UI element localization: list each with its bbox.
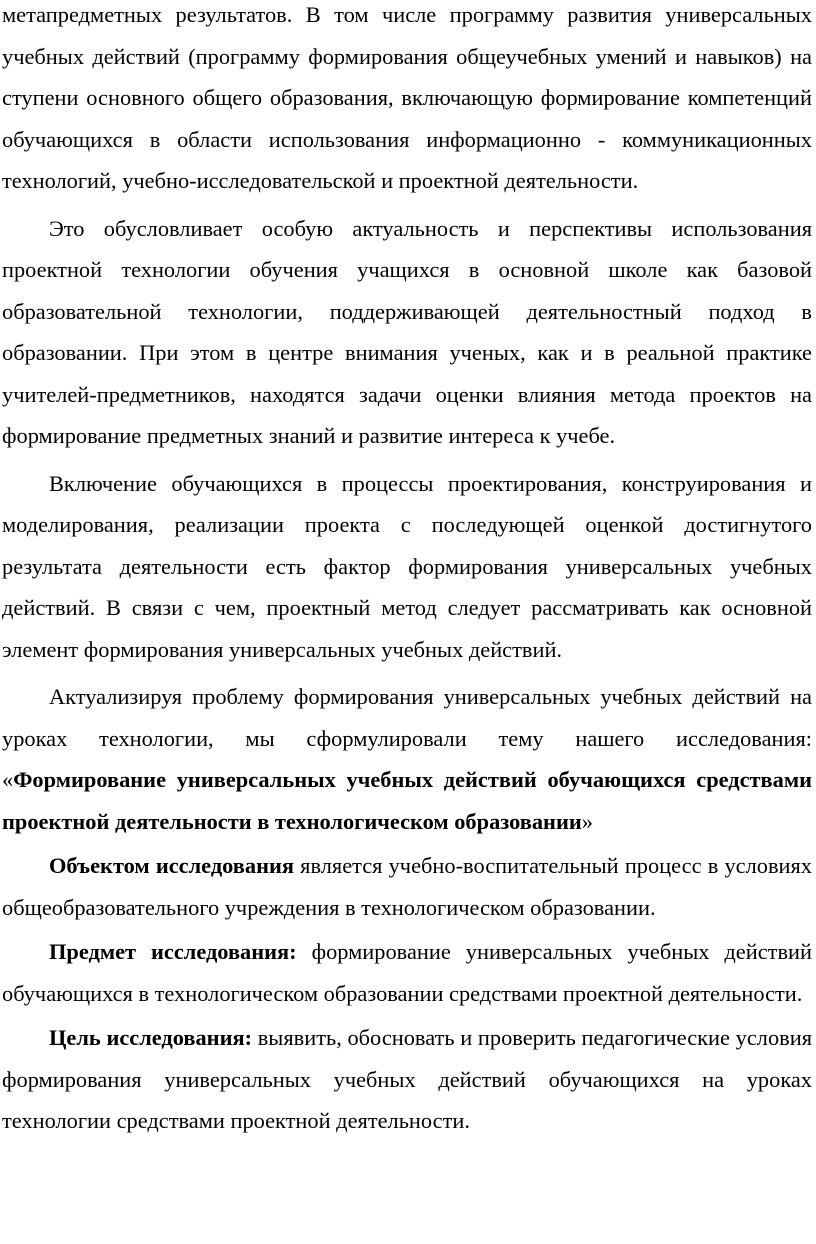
paragraph-research-subject xyxy=(2,931,812,1014)
research-subject-text: формирование универсальных учебных действий обучающихся в технологическом образовании средствами проектной деятельности. xyxy=(2,939,812,1006)
research-topic-title: Формирование универсальных учебных действий обучающихся средствами проектной деятельности в технологическом образовании xyxy=(2,767,812,834)
paragraph-continuation xyxy=(2,0,812,202)
paragraph-research-topic xyxy=(2,676,812,842)
paragraph-research-goal xyxy=(2,1017,812,1142)
research-goal-label: Цель исследования: xyxy=(49,1025,253,1050)
paragraph-inclusion xyxy=(2,463,812,671)
research-object-label: Объектом исследования xyxy=(49,853,294,878)
topic-closing-quote: » xyxy=(581,808,593,834)
paragraph-text: Включение обучающихся в процессы проектирования, конструирования и моделирования, реализации проекта с последующей оценкой достигнутого результата деятельности есть фактор формирования универсальных учебных действий. В связи с чем, проектный метод следует рассматривать как основной элемент формирования универсальных учебных действий. xyxy=(2,470,812,662)
research-goal-text: выявить, обосновать и проверить педагогические условия формирования универсальных учебных действий обучающихся на уроках технологии средствами проектной деятельности. xyxy=(2,1025,812,1133)
topic-lead-text: Актуализируя проблему формирования универсальных учебных действий на уроках технологии, мы сформулировали тему нашего исследования: « xyxy=(2,684,812,792)
paragraph-relevance xyxy=(2,208,812,457)
paragraph-text: метапредметных результатов. В том числе программу развития универсальных учебных действий (программу формирования общеучебных умений и навыков) на ступени основного общего образования, включающую формирование компетенций обучающихся в области использования информационно - коммуникационных технологий, учебно-исследовательской и проектной деятельности. xyxy=(2,2,812,193)
document-page xyxy=(2,0,812,1142)
paragraph-text: Это обусловливает особую актуальность и перспективы использования проектной технологии обучения учащихся в основной школе как базовой образовательной технологии, поддерживающей деятельностный подход в образовании. При этом в центре внимания ученых, как и в реальной практике учителей-предметников, находятся задачи оценки влияния метода проектов на формирование предметных знаний и развитие интереса к учебе. xyxy=(2,215,812,448)
paragraph-research-object xyxy=(2,845,812,928)
research-subject-label: Предмет исследования: xyxy=(49,939,297,964)
research-object-text: является учебно-воспитательный процесс в условиях общеобразовательного учреждения в технологическом образовании. xyxy=(2,853,813,920)
